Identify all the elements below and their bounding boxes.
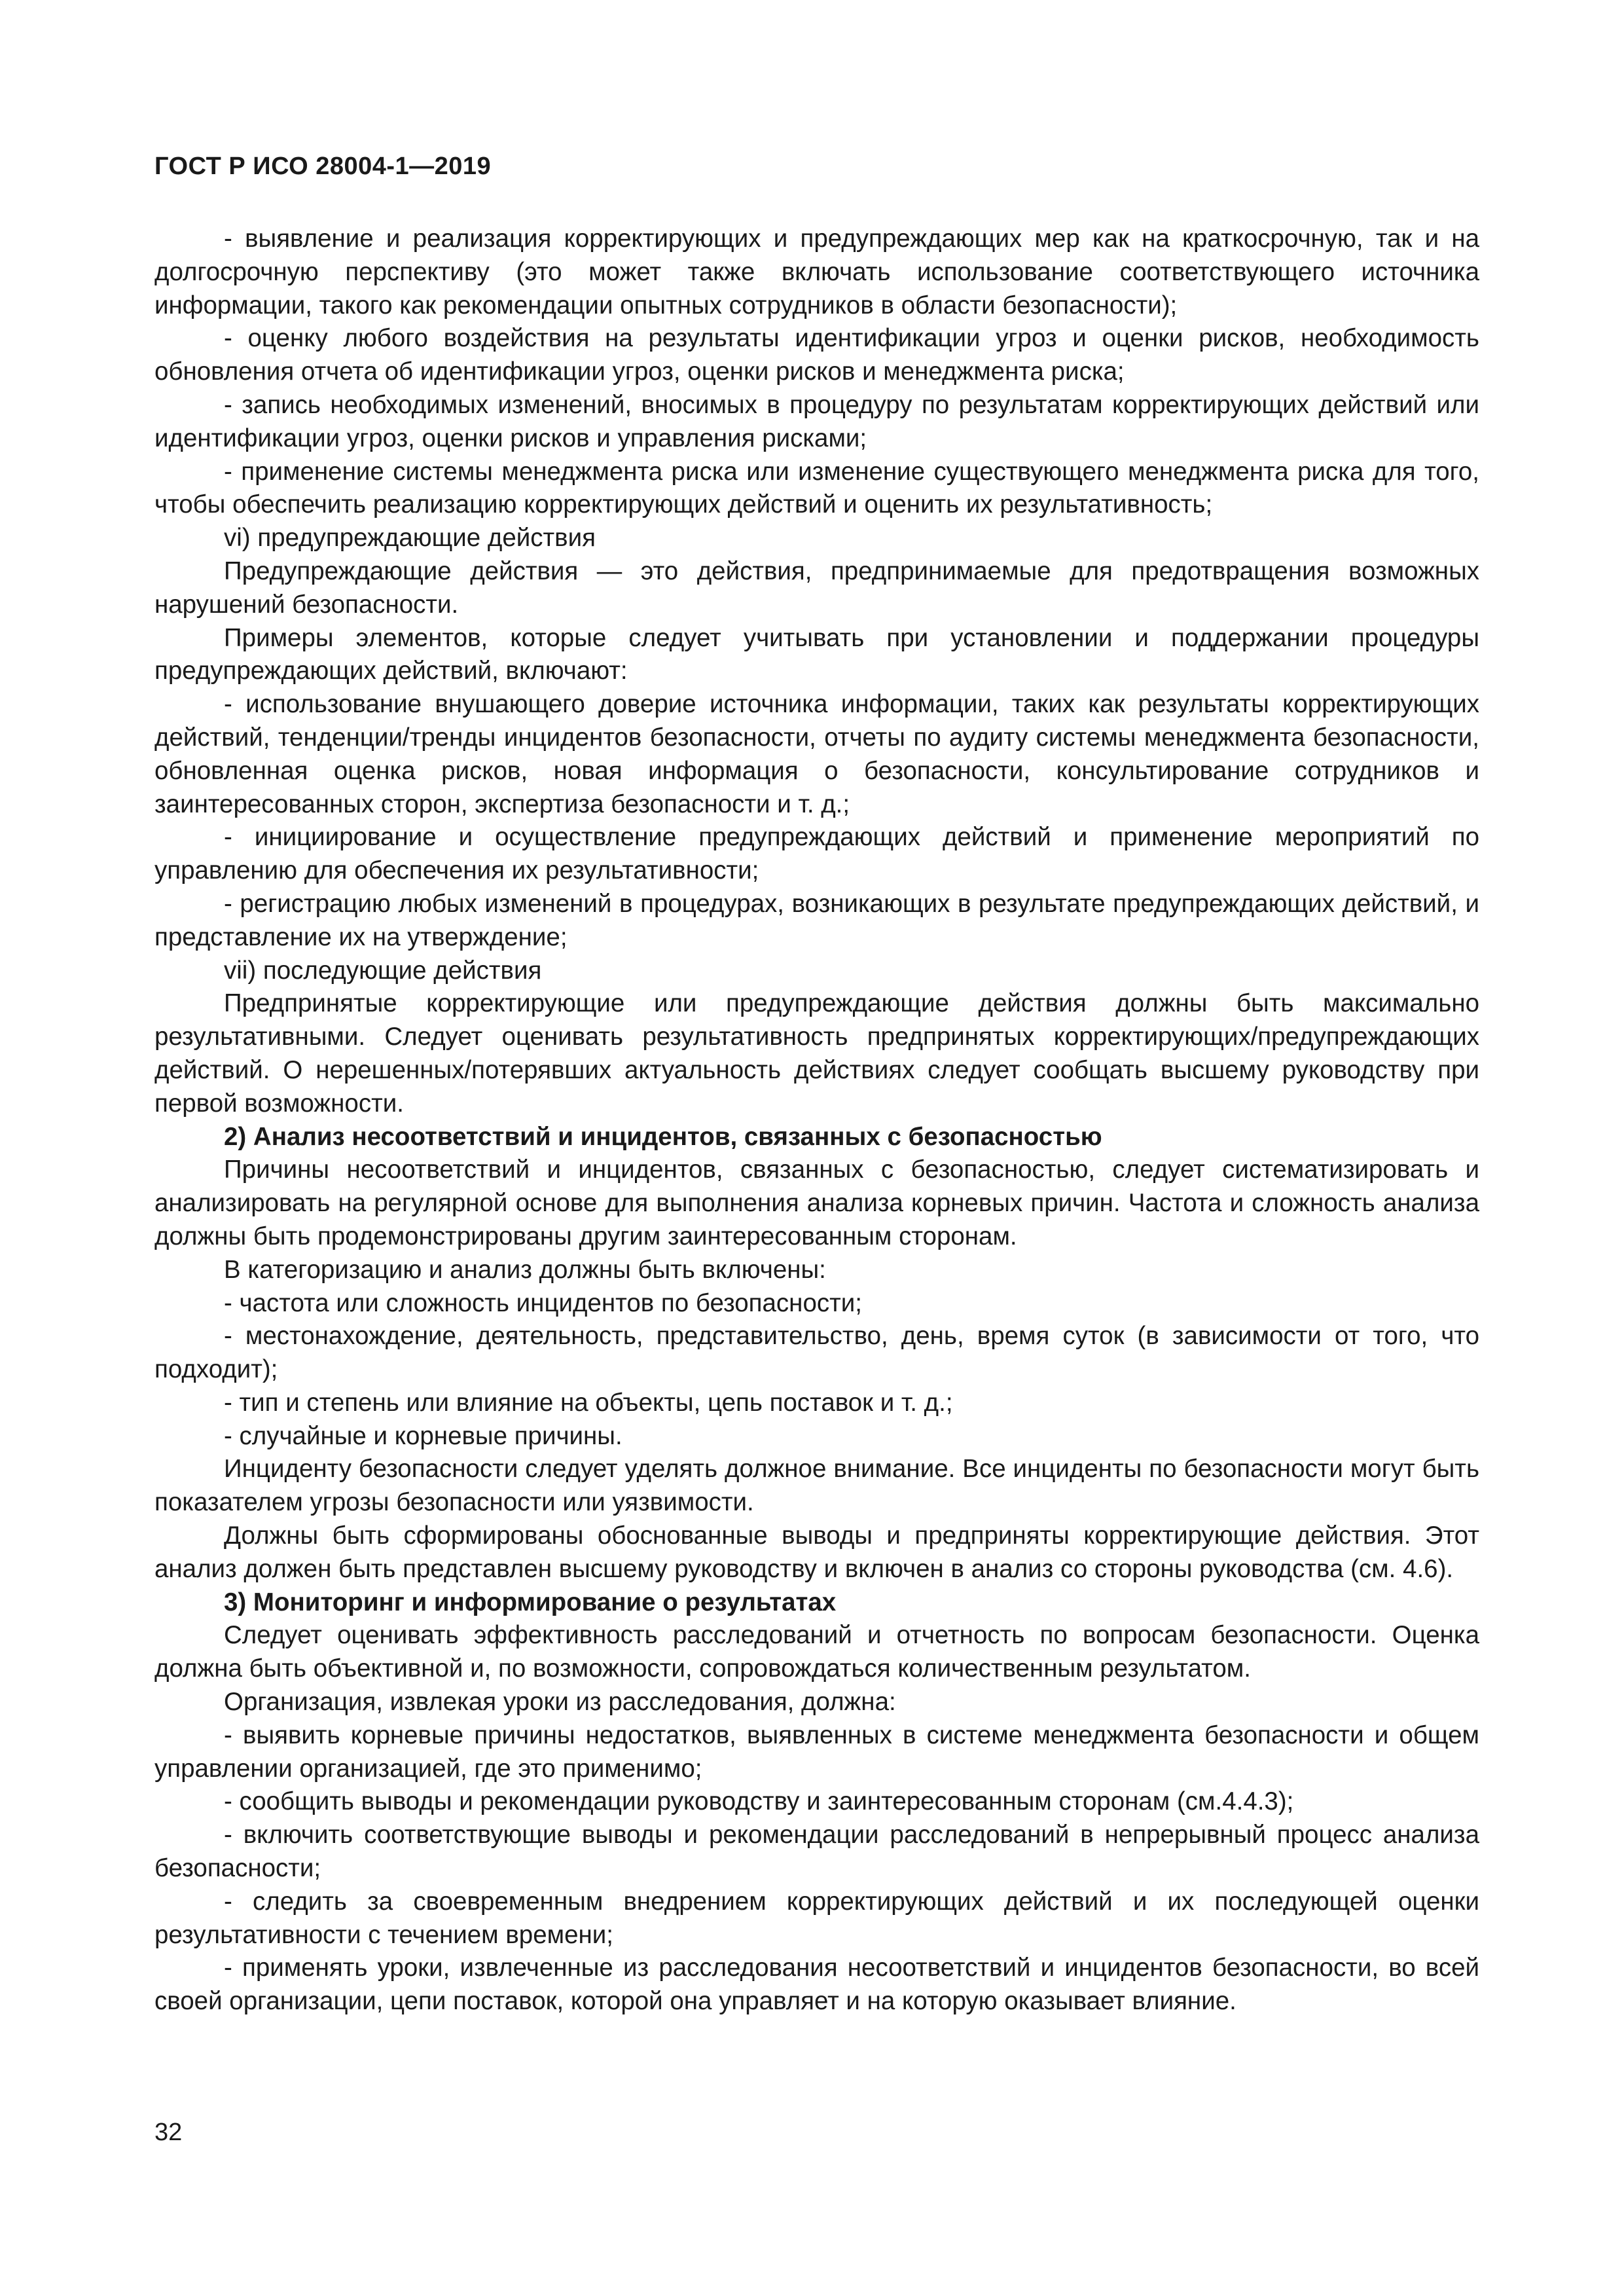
subsection-label: vi) предупреждающие действия xyxy=(224,524,596,553)
document-body xyxy=(154,223,1479,2018)
paragraph: - тип и степень или влияние на объекты, цепь поставок и т. д.; xyxy=(224,1388,953,1417)
paragraph: - применение системы менеджмента риска или изменение существующего менеджмента риска для того, чтобы обеспечить реализацию корректирующих действий и оценить их результативность; xyxy=(154,457,1479,519)
paragraph: - регистрацию любых изменений в процедурах, возникающих в результате предупреждающих действий, и представление их на утверждение; xyxy=(154,889,1479,951)
subsection-label: vii) последующие действия xyxy=(224,956,542,985)
paragraph: - включить соответствующие выводы и рекомендации расследований в непрерывный процесс анализа безопасности; xyxy=(154,1821,1479,1883)
paragraph: В категоризацию и анализ должны быть включены: xyxy=(224,1255,826,1284)
paragraph: Должны быть сформированы обоснованные выводы и предприняты корректирующие действия. Этот анализ должен быть представлен высшему руководству и включен в анализ со стороны руководства (см. 4.6). xyxy=(154,1522,1479,1583)
page-number: 32 xyxy=(154,2119,183,2146)
paragraph: - местонахождение, деятельность, представительство, день, время суток (в зависимости от того, что подходит); xyxy=(154,1322,1479,1384)
paragraph: - оценку любого воздействия на результаты идентификации угроз и оценки рисков, необходимость обновления отчета об идентификации угроз, оценки рисков и менеджмента риска; xyxy=(154,324,1479,386)
paragraph: - запись необходимых изменений, вносимых в процедуру по результатам корректирующих действий или идентификации угроз, оценки рисков и управления рисками; xyxy=(154,390,1479,452)
paragraph: Примеры элементов, которые следует учитывать при установлении и поддержании процедуры предупреждающих действий, включают: xyxy=(154,623,1479,685)
paragraph: - случайные и корневые причины. xyxy=(224,1421,623,1450)
section-heading: 2) Анализ несоответствий и инцидентов, связанных с безопасностью xyxy=(224,1122,1102,1151)
paragraph: - сообщить выводы и рекомендации руководству и заинтересованным сторонам (см.4.4.3); xyxy=(224,1787,1294,1816)
paragraph: - использование внушающего доверие источника информации, таких как результаты корректирующих действий, тенденции/тренды инцидентов безопасности, отчеты по аудиту системы менеджмента безопасности, обновленная оценка рисков, новая информация о безопасности, консультирование сотрудников и заинтересованных сторон, экспертиза безопасности и т. д.; xyxy=(154,690,1479,818)
paragraph: Организация, извлекая уроки из расследования, должна: xyxy=(224,1688,896,1717)
paragraph: - выявление и реализация корректирующих и предупреждающих мер как на краткосрочную, так и на долгосрочную перспективу (это может также включать использование соответствующего источника информации, такого как рекомендации опытных сотрудников в области безопасности); xyxy=(154,225,1479,319)
paragraph: Причины несоответствий и инцидентов, связанных с безопасностью, следует систематизировать и анализировать на регулярной основе для выполнения анализа корневых причин. Частота и сложность анализа должны быть продемонстрированы другим заинтересованным сторонам. xyxy=(154,1156,1479,1250)
paragraph: - следить за своевременным внедрением корректирующих действий и их последующей оценки результативности с течением времени; xyxy=(154,1887,1479,1949)
paragraph: Предупреждающие действия — это действия, предпринимаемые для предотвращения возможных нарушений безопасности. xyxy=(154,556,1479,619)
paragraph: - применять уроки, извлеченные из расследования несоответствий и инцидентов безопасности, во всей своей организации, цепи поставок, которой она управляет и на которую оказывает влияние. xyxy=(154,1954,1479,2016)
document-header: ГОСТ Р ИСО 28004-1—2019 xyxy=(154,153,492,180)
paragraph: - инициирование и осуществление предупреждающих действий и применение мероприятий по управлению для обеспечения их результативности; xyxy=(154,823,1479,885)
paragraph: Следует оценивать эффективность расследований и отчетность по вопросам безопасности. Оценка должна быть объективной и, по возможности, сопровождаться количественным результатом. xyxy=(154,1621,1479,1683)
section-heading: 3) Мониторинг и информирование о результатах xyxy=(224,1588,837,1616)
paragraph: Инциденту безопасности следует уделять должное внимание. Все инциденты по безопасности могут быть показателем угрозы безопасности или уязвимости. xyxy=(154,1455,1479,1517)
paragraph: - выявить корневые причины недостатков, выявленных в системе менеджмента безопасности и общем управлении организацией, где это применимо; xyxy=(154,1721,1479,1783)
paragraph: - частота или сложность инцидентов по безопасности; xyxy=(224,1288,862,1317)
paragraph: Предпринятые корректирующие или предупреждающие действия должны быть максимально результативными. Следует оценивать результативность предпринятых корректирующих/предупреждающих действий. О нерешенных/потерявших актуальность действиях следует сообщать высшему руководству при первой возможности. xyxy=(154,989,1479,1118)
